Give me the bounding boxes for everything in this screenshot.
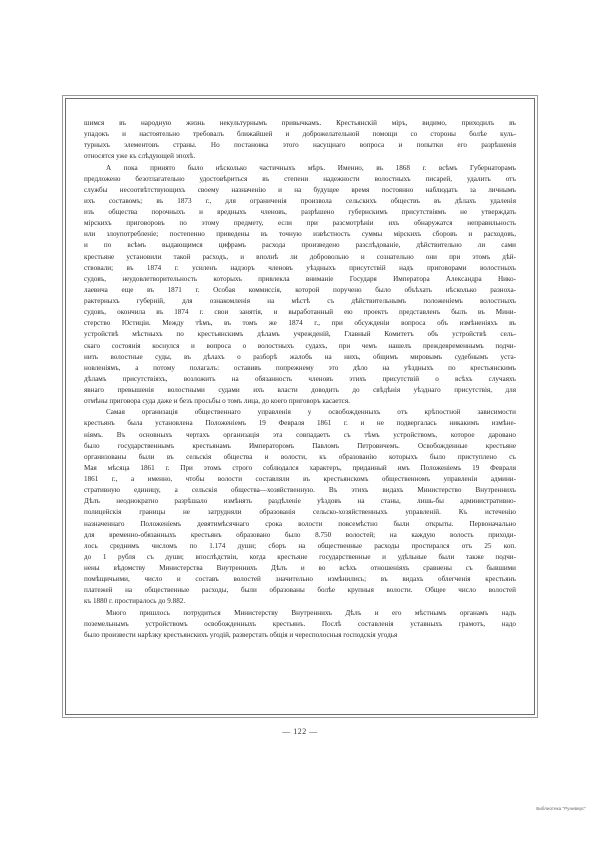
text-line: мірскихъ приговоровъ по этому предмету, если при разсмотрѣніи ихъ обнаружатся неправильность bbox=[84, 219, 516, 228]
text-line: службы несоотвѣтствующихъ своему назначенію и на будущее время постоянно наблюдать за личнымъ bbox=[84, 185, 516, 194]
text-line: Дѣлъ неоднократно разрѣшало измѣнять раздѣленіе уѣздовъ на станы, лишь-бы административно- bbox=[84, 497, 516, 506]
text-line: судовъ, окончила въ 1874 г. свои занятія, и выработанный ею проектъ представленъ былъ въ Мини- bbox=[84, 308, 516, 317]
text-line: Много пришлось потрудиться Министерству Внутреннихъ Дѣлъ и его мѣстнымъ органамъ надъ bbox=[106, 608, 516, 617]
paragraph bbox=[84, 407, 516, 607]
text-line: крестьяне установили такой расходъ, и вполнѣ ли добровольно и сознательно они при этомъ дѣй- bbox=[84, 252, 516, 261]
text-line: полицейскія границы не затрудняли образованія сельско-хозяйственныхъ управленій. Къ истеченію bbox=[84, 508, 516, 517]
paragraph bbox=[84, 163, 516, 408]
text-line: поземельнымъ устройствомъ освобожденныхъ крестьянъ. Послѣ составленія уставныхъ грамотъ, надо bbox=[84, 619, 516, 628]
text-line: было произвести нарѣзку крестьянскихъ угодій, разверстать общія и чересполосныя господскія угодья bbox=[84, 630, 398, 639]
text-line: ихъ составомъ; въ 1873 г., для ограниченія произвола сельскихъ обществъ въ дѣлахъ удаленія bbox=[84, 196, 516, 205]
text-line: новленіямъ, а потому полагалъ: оставивъ попрежнему это дѣло на уѣздныхъ по крестьянскимъ bbox=[84, 363, 516, 372]
text-line: къ 1880 г. простиралось до 9.882. bbox=[84, 597, 186, 606]
page-number: — 122 — bbox=[282, 727, 318, 736]
text-line: А пока принято было нѣсколько частичныхъ мѣръ. Именно, въ 1868 г. всѣмъ Губернаторамъ bbox=[106, 163, 516, 172]
text-line: скаго состоянія коснулся и вопроса о волостныхъ судахъ, при чемъ нашелъ преждевременнымъ подчи- bbox=[84, 341, 516, 350]
text-line: предложено безотлагательно удостовѣриться въ степени надежности волостныхъ писарей, удалить отъ bbox=[84, 174, 516, 183]
text-line: относятся уже къ слѣдующей эпохѣ. bbox=[84, 152, 196, 161]
text-line: турныхъ элементовъ страны. Но постановка этого насущнаго вопроса и попытки его разрѣшенія bbox=[84, 141, 516, 150]
text-line: дѣламъ присутствіяхъ, возложить на обязанность членовъ этихъ присутствій о всѣхъ случаяхъ bbox=[84, 374, 516, 383]
text-line: нены вѣдомству Министерства Внутреннихъ Дѣлъ и во всѣхъ отношеніяхъ сравнены съ бывшими bbox=[84, 564, 516, 572]
text-line: ніямъ. Въ основныхъ чертахъ организація эта совпадаетъ съ тѣмъ устройствомъ, которое даровано bbox=[84, 430, 516, 439]
text-line: стерство Юстиціи. Между тѣмъ, въ томъ же 1874 г., при обсужденіи вопроса объ измѣненіяхъ въ bbox=[84, 319, 516, 328]
text-line: платежей на общественные расходы, были образованы болѣе крупныя волости. Общее число волостей bbox=[84, 586, 516, 595]
library-watermark: Библиотека "Руниверс" bbox=[536, 806, 586, 811]
text-line: устройствѣ мѣстныхъ по крестьянскимъ дѣламъ учрежденій, Главный Комитетъ объ устройствѣ сель- bbox=[84, 330, 516, 339]
text-line: упадокъ и настоятельно требовалъ ближайшей и доброжелательной помощи со стороны болѣе куль- bbox=[84, 130, 516, 139]
text-line: организованы были въ сельскія общества и волости, къ образованію которыхъ было приступлено съ bbox=[84, 452, 516, 461]
page-body-text bbox=[84, 118, 516, 641]
text-line: рактерныхъ губерній, для ознакомленія на мѣстѣ съ дѣйствительнымъ положеніемъ волостныхъ bbox=[84, 297, 516, 305]
text-line: 1861 г., а именно, чтобы волости составляли въ крестьянскомъ общественномъ управленіи админи- bbox=[84, 475, 516, 483]
text-line: крестьянъ была установлена Положеніемъ 19 Февраля 1861 г. и не подвергалась никакимъ измѣне- bbox=[84, 419, 516, 428]
text-line: изъ общества порочныхъ и вредныхъ членовъ, разрѣшено губернскимъ присутствіямъ не утверждать bbox=[84, 208, 516, 216]
text-line: шимся въ народную жизнь некультурнымъ привычкамъ. Крестьянскій міръ, видимо, приходилъ въ bbox=[84, 119, 516, 127]
text-line: отмѣны приговора суда даже и безъ просьбы о томъ лица, до коего приговоръ касается. bbox=[84, 397, 350, 406]
text-line: судовъ, неудовлетворительность которыхъ привлекла вниманіе Государя Императора Александра Нико- bbox=[84, 274, 516, 283]
text-line: или злоупотребленіе; постепенно приведены въ точную извѣстность суммы мірскихъ сборовъ и расходовъ, bbox=[84, 230, 516, 239]
text-line: явнаго превышенія волостными судами ихъ власти доводить до свѣдѣнія уѣзднаго присутствія, для bbox=[84, 386, 516, 394]
paragraph bbox=[84, 118, 516, 163]
text-line: лось среднимъ числомъ по 1.174 души; сборъ на общественные расходы простирался отъ 25 коп. bbox=[84, 541, 516, 550]
text-line: лаевича еще въ 1871 г. Особая коммиссія, которой поручено было объѣхать нѣсколько разноха- bbox=[84, 285, 516, 294]
paragraph bbox=[84, 608, 516, 641]
text-line: назначеннаго Положеніемъ девятимѣсячнаго срока волости повсемѣстно были открыты. Первоначально bbox=[84, 519, 516, 528]
text-line: для временно-обязанныхъ крестьянъ образовано было 8.750 волостей; на каждую волость приходи- bbox=[84, 530, 516, 539]
text-line: стративную единицу, а сельскія общества—хозяйственную. Въ этихъ видахъ Министерство Внутреннихъ bbox=[84, 486, 516, 495]
text-line: ствовали; въ 1874 г. усиленъ надзоръ членовъ уѣздныхъ присутствій надъ приговорами волостныхъ bbox=[84, 263, 516, 272]
text-line: помѣщичьими, число и составъ волостей значительно измѣнились; въ видахъ облегченія крестьянъ bbox=[84, 575, 516, 584]
text-line: до 1 рубля съ души; впослѣдствіи, когда крестьяне государственные и удѣльные были также подчи- bbox=[84, 552, 516, 561]
text-line: Мая мѣсяца 1861 г. При этомъ строго соблюдался характеръ, приданный имъ Положеніемъ 19 Февраля bbox=[84, 463, 516, 472]
text-line: нить волостные суды, въ дѣлахъ о разборѣ жалобъ на нихъ, общимъ мировымъ судебнымъ уста- bbox=[84, 352, 516, 361]
text-line: и по всѣмъ выдающимся цифрамъ расхода произведено разслѣдованіе, дѣйствительно ли сами bbox=[84, 241, 516, 250]
text-line: Самая организація общественнаго управленія у освобожденныхъ отъ крѣпостной зависимости bbox=[106, 408, 516, 417]
text-line: было государственнымъ крестьянамъ Императоромъ Павломъ Петровичемъ. Освобожденные крестьяне bbox=[84, 441, 516, 450]
